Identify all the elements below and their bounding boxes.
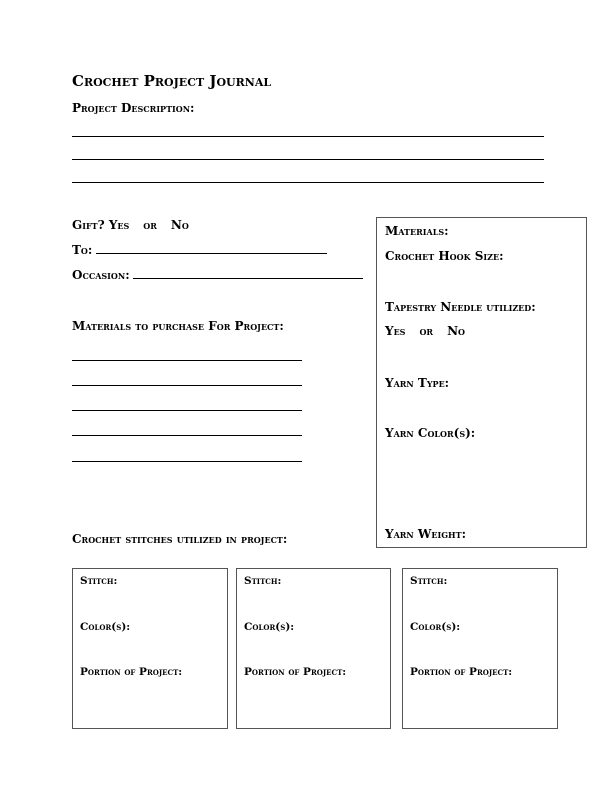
project-description-line-1[interactable] [72,136,544,137]
yarn-weight-label: Yarn Weight: [385,527,467,541]
stitch-portion-label: Portion of Project: [244,666,347,678]
gift-or-text: or [143,218,157,232]
stitch-box-1[interactable] [72,568,228,729]
stitch-colors-label: Color(s): [410,621,461,633]
stitch-box-3[interactable] [402,568,558,729]
purchase-line-2[interactable] [72,385,302,386]
gift-no-option[interactable]: No [170,218,189,232]
stitch-label: Stitch: [410,575,448,587]
purchase-line-4[interactable] [72,435,302,436]
stitch-portion-label: Portion of Project: [410,666,513,678]
stitch-label: Stitch: [80,575,118,587]
stitch-box-2[interactable] [236,568,391,729]
materials-heading: Materials: [385,224,449,238]
purchase-line-1[interactable] [72,360,302,361]
tapestry-needle-options [385,325,465,337]
tapestry-no-option[interactable]: No [447,324,466,338]
occasion-label: Occasion: [72,268,130,282]
yarn-colors-label: Yarn Color(s): [385,426,476,440]
gift-row [72,219,189,231]
tapestry-yes-option[interactable]: Yes [385,324,406,338]
to-field-line[interactable] [96,253,327,254]
tapestry-or-text: or [419,324,434,338]
materials-to-purchase-label: Materials to purchase For Project: [72,319,284,333]
purchase-line-5[interactable] [72,461,302,462]
hook-size-label: Crochet Hook Size: [385,249,504,263]
purchase-line-3[interactable] [72,410,302,411]
materials-box [376,217,587,548]
tapestry-needle-label: Tapestry Needle utilized: [385,300,536,314]
stitch-label: Stitch: [244,575,282,587]
project-description-line-3[interactable] [72,182,544,183]
project-description-label: Project Description: [72,101,195,115]
stitch-portion-label: Portion of Project: [80,666,183,678]
gift-label: Gift? [72,218,105,232]
stitch-colors-label: Color(s): [80,621,131,633]
yarn-type-label: Yarn Type: [385,376,450,390]
project-description-line-2[interactable] [72,159,544,160]
gift-yes-option[interactable]: Yes [108,218,130,232]
stitches-label: Crochet stitches utilized in project: [72,532,288,546]
occasion-field-line[interactable] [133,278,363,279]
stitch-colors-label: Color(s): [244,621,295,633]
page-title: Crochet Project Journal [72,72,272,90]
to-label: To: [72,243,93,257]
